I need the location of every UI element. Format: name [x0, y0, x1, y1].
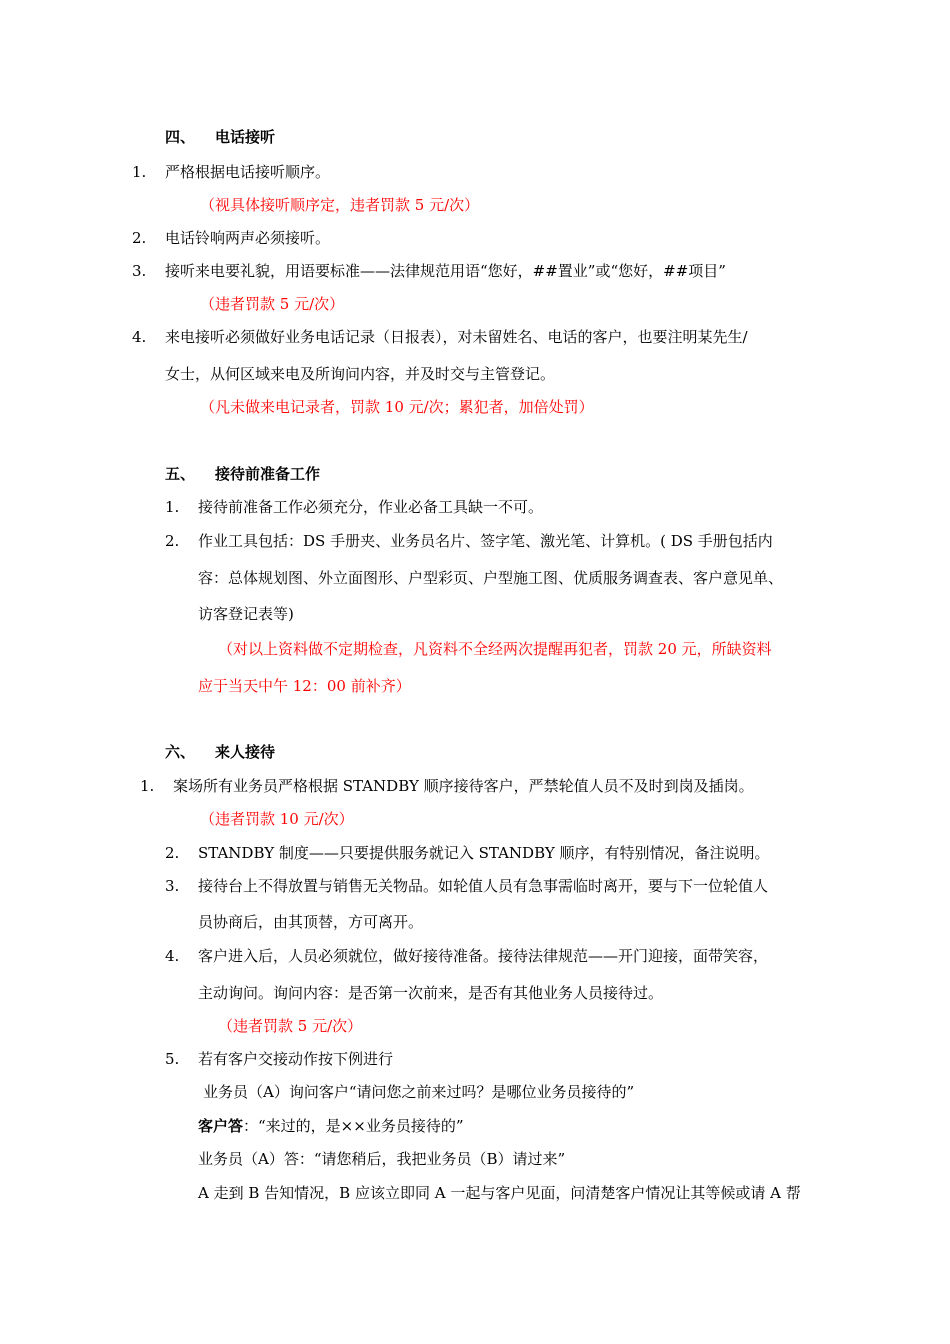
- s4-item1-penalty: （视具体接听顺序定，违者罚款 5 元/次）: [200, 196, 480, 214]
- s4-item2-number: 2.: [132, 229, 147, 247]
- s6-dialog-line2: [198, 1116, 464, 1136]
- s6-dialog-customer-text: ：“来过的，是××业务员接待的”: [243, 1117, 464, 1135]
- s4-item4-text-line2: 女士，从何区域来电及所询问内容，并及时交与主管登记。: [165, 365, 556, 383]
- section-5-number: 五、: [165, 465, 196, 483]
- s4-item2-text: 电话铃响两声必须接听。: [165, 229, 331, 247]
- s6-dialog-customer-label: 客户答: [198, 1117, 244, 1135]
- s6-item5-text: 若有客户交接动作按下例进行: [198, 1050, 394, 1068]
- s5-item2-text-line1: 作业工具包括：DS 手册夹、业务员名片、签字笔、激光笔、计算机。( DS 手册包括内: [198, 532, 773, 550]
- section-5-title: 接待前准备工作: [215, 465, 321, 483]
- s6-item3-text-line1: 接待台上不得放置与销售无关物品。如轮值人员有急事需临时离开，要与下一位轮值人: [198, 877, 769, 895]
- s6-item3-text-line2: 员协商后，由其顶替，方可离开。: [198, 913, 424, 931]
- section-6-number: 六、: [165, 743, 196, 761]
- s6-dialog-line3: 业务员（A）答：“请您稍后，我把业务员（B）请过来”: [198, 1150, 566, 1168]
- s6-item1-text: 案场所有业务员严格根据 STANDBY 顺序接待客户，严禁轮值人员不及时到岗及插岗。: [173, 777, 754, 795]
- s4-item1-number: 1.: [132, 163, 147, 181]
- section-4-title: 电话接听: [215, 128, 276, 146]
- s4-item4-number: 4.: [132, 328, 147, 346]
- s6-item2-number: 2.: [165, 844, 180, 862]
- s5-item2-text-line2: 容：总体规划图、外立面图形、户型彩页、户型施工图、优质服务调查表、客户意见单、: [198, 569, 784, 587]
- s5-item1-number: 1.: [165, 498, 180, 516]
- s5-item1-text: 接待前准备工作必须充分，作业必备工具缺一不可。: [198, 498, 544, 516]
- s6-dialog-line1: 业务员（A）询问客户“请问您之前来过吗？是哪位业务员接待的”: [203, 1083, 635, 1101]
- s6-item4-text-line2: 主动询问。询问内容：是否第一次前来，是否有其他业务人员接待过。: [198, 984, 664, 1002]
- s6-item1-number: 1.: [140, 777, 155, 795]
- s6-item4-number: 4.: [165, 947, 180, 965]
- section-4-number: 四、: [165, 128, 196, 146]
- s5-item2-text-line3: 访客登记表等): [198, 605, 294, 623]
- s4-item1-text: 严格根据电话接听顺序。: [165, 163, 331, 181]
- s5-item2-penalty-line1: （对以上资料做不定期检查，凡资料不全经两次提醒再犯者，罚款 20 元，所缺资料: [218, 640, 772, 658]
- s6-item4-penalty: （违者罚款 5 元/次）: [218, 1017, 363, 1035]
- s5-item2-number: 2.: [165, 532, 180, 550]
- s4-item3-number: 3.: [132, 262, 147, 280]
- section-6-title: 来人接待: [215, 743, 276, 761]
- s4-item3-text: 接听来电要礼貌，用语要标准——法律规范用语“您好，##置业”或“您好，##项目”: [165, 262, 726, 280]
- s4-item3-penalty: （违者罚款 5 元/次）: [200, 295, 345, 313]
- s5-item2-penalty-line2: 应于当天中午 12：00 前补齐）: [198, 677, 411, 695]
- s6-item1-penalty: （违者罚款 10 元/次）: [200, 810, 354, 828]
- s6-item5-number: 5.: [165, 1050, 180, 1068]
- s4-item4-text-line1: 来电接听必须做好业务电话记录（日报表），对未留姓名、电话的客户，也要注明某先生/: [165, 328, 748, 346]
- s6-item2-text: STANDBY 制度——只要提供服务就记入 STANDBY 顺序，有特别情况，备注说明。: [198, 844, 770, 862]
- s4-item4-penalty: （凡未做来电记录者，罚款 10 元/次；累犯者，加倍处罚）: [200, 398, 594, 416]
- s6-item4-text-line1: 客户进入后，人员必须就位，做好接待准备。接待法律规范——开门迎接，面带笑容，: [198, 947, 769, 965]
- s6-item3-number: 3.: [165, 877, 180, 895]
- s6-dialog-line4: A 走到 B 告知情况，B 应该立即同 A 一起与客户见面，问清楚客户情况让其等候或请 A 帮: [198, 1184, 801, 1202]
